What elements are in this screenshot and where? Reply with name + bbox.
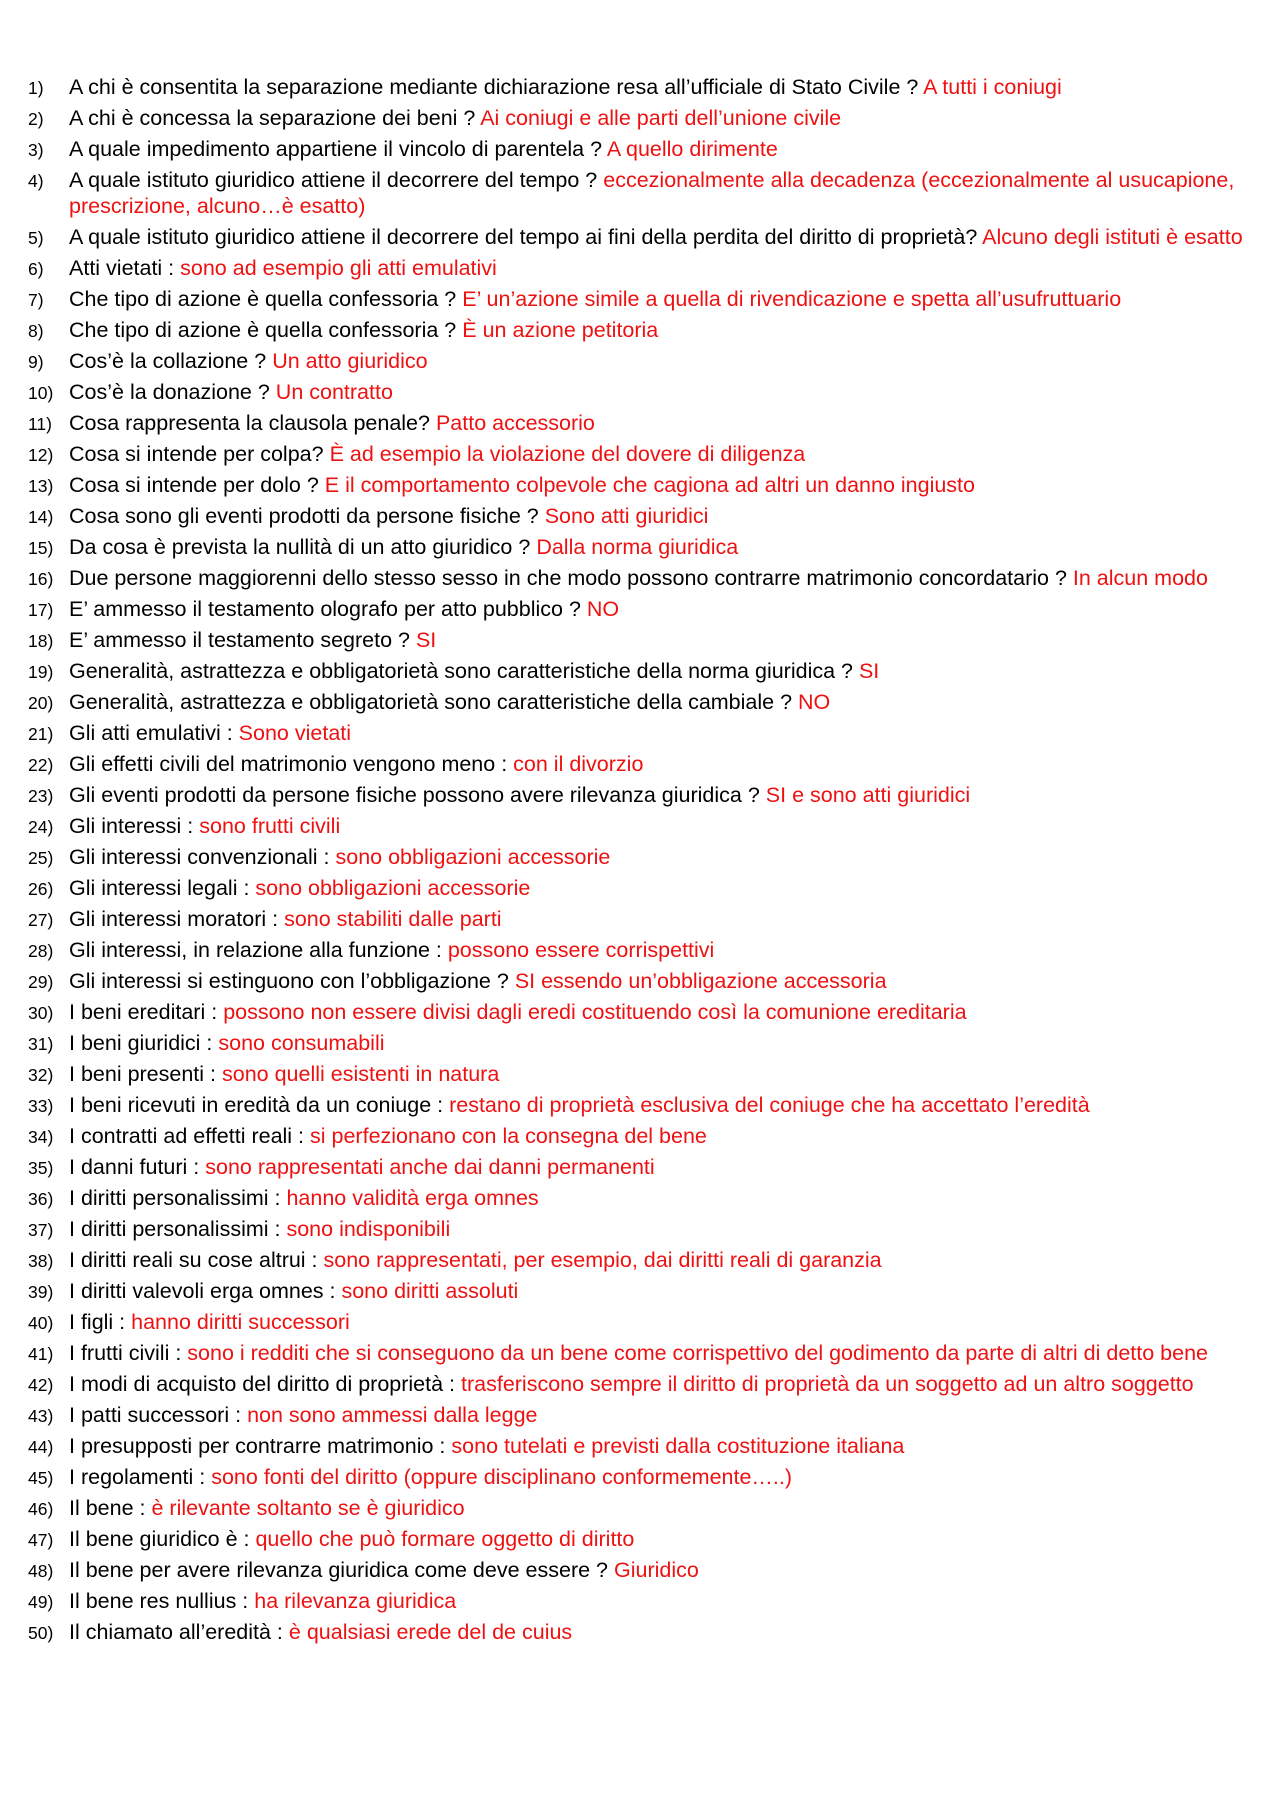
item-number: 18): [28, 631, 54, 651]
list-item: [28, 348, 1268, 374]
list-item: [28, 224, 1268, 250]
question-text: Il bene res nullius :: [69, 1589, 249, 1613]
list-item: [28, 1588, 1268, 1614]
list-item: [28, 1247, 1268, 1273]
item-number: 32): [28, 1065, 54, 1085]
list-item: [28, 968, 1268, 994]
list-item: [28, 658, 1268, 684]
answer-text: Patto accessorio: [435, 411, 595, 435]
list-item: [28, 1278, 1268, 1304]
answer-text: Sono atti giuridici: [544, 504, 709, 528]
question-text: I frutti civili :: [69, 1341, 182, 1365]
list-item: [28, 906, 1268, 932]
question-text: I regolamenti :: [69, 1465, 206, 1489]
answer-text: A tutti i coniugi: [923, 75, 1062, 99]
item-number: 44): [28, 1437, 54, 1457]
list-item: [28, 1619, 1268, 1645]
question-text: I presupposti per contrarre matrimonio :: [69, 1434, 446, 1458]
question-text: A quale impedimento appartiene il vincolo di parentela ?: [69, 137, 603, 161]
answer-text: È ad esempio la violazione del dovere di diligenza: [329, 442, 806, 466]
list-item: [28, 1495, 1268, 1521]
item-number: 31): [28, 1034, 54, 1054]
list-item: [28, 136, 1268, 162]
question-text: Il bene per avere rilevanza giuridica come deve essere ?: [69, 1558, 608, 1582]
item-number: 37): [28, 1220, 54, 1240]
answer-text: eccezionalmente alla decadenza (eccezionalmente al usucapione, prescrizione, alcuno…è esatto): [69, 168, 1235, 218]
answer-text: E’ un’azione simile a quella di rivendicazione e spetta all’usufruttuario: [462, 287, 1122, 311]
list-item: [28, 105, 1268, 131]
item-number: 28): [28, 941, 54, 961]
answer-text: si perfezionano con la consegna del bene: [310, 1124, 707, 1148]
list-item: [28, 286, 1268, 312]
question-text: I modi di acquisto del diritto di proprietà :: [69, 1372, 456, 1396]
item-number: 35): [28, 1158, 54, 1178]
question-text: I diritti reali su cose altrui :: [69, 1248, 318, 1272]
list-item: [28, 875, 1268, 901]
list-item: [28, 596, 1268, 622]
answer-text: In alcun modo: [1072, 566, 1208, 590]
item-number: 10): [28, 383, 54, 403]
question-text: Generalità, astrattezza e obbligatorietà sono caratteristiche della cambiale ?: [69, 690, 793, 714]
list-item: [28, 167, 1268, 219]
question-text: Il chiamato all’eredità :: [69, 1620, 283, 1644]
item-number: 3): [28, 140, 44, 160]
answer-text: Giuridico: [613, 1558, 699, 1582]
item-number: 47): [28, 1530, 54, 1550]
answer-text: quello che può formare oggetto di diritto: [255, 1527, 635, 1551]
question-text: Da cosa è prevista la nullità di un atto giuridico ?: [69, 535, 531, 559]
answer-text: sono obbligazioni accessorie: [255, 876, 531, 900]
question-text: Gli interessi legali :: [69, 876, 250, 900]
list-item: [28, 1185, 1268, 1211]
question-text: Gli eventi prodotti da persone fisiche possono avere rilevanza giuridica ?: [69, 783, 760, 807]
item-number: 27): [28, 910, 54, 930]
answer-text: Alcuno degli istituti è esatto: [982, 225, 1243, 249]
list-item: [28, 503, 1268, 529]
list-item: [28, 379, 1268, 405]
question-text: Cosa si intende per dolo ?: [69, 473, 319, 497]
item-number: 26): [28, 879, 54, 899]
question-text: Cosa si intende per colpa?: [69, 442, 324, 466]
list-item: [28, 1030, 1268, 1056]
item-number: 19): [28, 662, 54, 682]
answer-text: Un contratto: [275, 380, 393, 404]
list-item: [28, 472, 1268, 498]
answer-text: sono i redditi che si conseguono da un bene come corrispettivo del godimento da parte di altri di detto bene: [187, 1341, 1208, 1365]
question-text: Cos’è la collazione ?: [69, 349, 267, 373]
list-item: [28, 1154, 1268, 1180]
answer-text: SI essendo un’obbligazione accessoria: [514, 969, 887, 993]
list-item: [28, 813, 1268, 839]
question-text: A chi è consentita la separazione mediante dichiarazione resa all’ufficiale di Stato Civile ?: [69, 75, 919, 99]
answer-text: NO: [798, 690, 831, 714]
answer-text: è qualsiasi erede del de cuius: [288, 1620, 573, 1644]
question-text: Gli interessi convenzionali :: [69, 845, 330, 869]
question-text: Che tipo di azione è quella confessoria ?: [69, 318, 457, 342]
question-text: I beni presenti :: [69, 1062, 217, 1086]
list-item: [28, 720, 1268, 746]
list-item: [28, 1526, 1268, 1552]
item-number: 24): [28, 817, 54, 837]
answer-text: sono quelli esistenti in natura: [222, 1062, 500, 1086]
answer-text: sono ad esempio gli atti emulativi: [180, 256, 497, 280]
item-number: 2): [28, 109, 44, 129]
answer-text: Un atto giuridico: [272, 349, 428, 373]
question-text: E’ ammesso il testamento olografo per atto pubblico ?: [69, 597, 581, 621]
answer-text: Sono vietati: [238, 721, 352, 745]
item-number: 25): [28, 848, 54, 868]
answer-text: sono diritti assoluti: [341, 1279, 519, 1303]
answer-text: sono tutelati e previsti dalla costituzione italiana: [451, 1434, 905, 1458]
answer-text: restano di proprietà esclusiva del coniuge che ha accettato l’eredità: [449, 1093, 1090, 1117]
question-text: I diritti personalissimi :: [69, 1186, 281, 1210]
item-number: 5): [28, 228, 44, 248]
list-item: [28, 782, 1268, 808]
list-item: [28, 1464, 1268, 1490]
question-text: Generalità, astrattezza e obbligatorietà sono caratteristiche della norma giuridica ?: [69, 659, 853, 683]
question-text: Due persone maggiorenni dello stesso sesso in che modo possono contrarre matrimonio concordatario ?: [69, 566, 1067, 590]
item-number: 33): [28, 1096, 54, 1116]
answer-text: non sono ammessi dalla legge: [247, 1403, 538, 1427]
item-number: 50): [28, 1623, 54, 1643]
answer-text: Dalla norma giuridica: [536, 535, 739, 559]
list-item: [28, 1061, 1268, 1087]
item-number: 22): [28, 755, 54, 775]
list-item: [28, 1092, 1268, 1118]
list-item: [28, 255, 1268, 281]
item-number: 17): [28, 600, 54, 620]
list-item: [28, 534, 1268, 560]
item-number: 12): [28, 445, 54, 465]
question-text: Cosa sono gli eventi prodotti da persone fisiche ?: [69, 504, 539, 528]
answer-text: SI: [415, 628, 437, 652]
answer-text: con il divorzio: [513, 752, 644, 776]
question-text: Il bene :: [69, 1496, 146, 1520]
question-text: Cos’è la donazione ?: [69, 380, 270, 404]
question-text: I diritti personalissimi :: [69, 1217, 281, 1241]
question-text: I patti successori :: [69, 1403, 242, 1427]
question-text: Atti vietati :: [69, 256, 175, 280]
answer-text: NO: [586, 597, 620, 621]
answer-text: A quello dirimente: [606, 137, 778, 161]
question-text: Il bene giuridico è :: [69, 1527, 250, 1551]
answer-text: possono essere corrispettivi: [447, 938, 715, 962]
item-number: 39): [28, 1282, 54, 1302]
list-item: [28, 937, 1268, 963]
question-text: I beni giuridici :: [69, 1031, 213, 1055]
question-text: Gli atti emulativi :: [69, 721, 233, 745]
answer-text: sono frutti civili: [199, 814, 341, 838]
question-text: E’ ammesso il testamento segreto ?: [69, 628, 410, 652]
item-number: 8): [28, 321, 44, 341]
question-text: I beni ereditari :: [69, 1000, 218, 1024]
answer-text: ha rilevanza giuridica: [254, 1589, 457, 1613]
list-item: [28, 751, 1268, 777]
answer-text: hanno validità erga omnes: [286, 1186, 539, 1210]
item-number: 1): [28, 78, 44, 98]
item-number: 4): [28, 171, 44, 191]
question-text: I diritti valevoli erga omnes :: [69, 1279, 336, 1303]
list-item: [28, 1216, 1268, 1242]
answer-text: sono indisponibili: [286, 1217, 451, 1241]
answer-text: è rilevante soltanto se è giuridico: [151, 1496, 465, 1520]
question-text: Cosa rappresenta la clausola penale?: [69, 411, 430, 435]
item-number: 6): [28, 259, 44, 279]
list-item: [28, 317, 1268, 343]
item-number: 48): [28, 1561, 54, 1581]
list-item: [28, 1371, 1268, 1397]
item-number: 49): [28, 1592, 54, 1612]
item-number: 46): [28, 1499, 54, 1519]
list-item: [28, 410, 1268, 436]
list-item: [28, 1557, 1268, 1583]
question-text: Gli effetti civili del matrimonio vengono meno :: [69, 752, 508, 776]
item-number: 41): [28, 1344, 54, 1364]
item-number: 40): [28, 1313, 54, 1333]
question-text: Gli interessi moratori :: [69, 907, 279, 931]
item-number: 42): [28, 1375, 54, 1395]
answer-text: SI e sono atti giuridici: [765, 783, 971, 807]
list-item: [28, 1433, 1268, 1459]
answer-text: sono stabiliti dalle parti: [284, 907, 502, 931]
answer-text: SI: [858, 659, 880, 683]
question-text: Gli interessi :: [69, 814, 194, 838]
question-text: I beni ricevuti in eredità da un coniuge :: [69, 1093, 444, 1117]
answer-text: sono obbligazioni accessorie: [335, 845, 611, 869]
qa-list: [28, 74, 1268, 1650]
list-item: [28, 1309, 1268, 1335]
question-text: A chi è concessa la separazione dei beni ?: [69, 106, 476, 130]
answer-text: hanno diritti successori: [131, 1310, 350, 1334]
list-item: [28, 844, 1268, 870]
question-text: I figli :: [69, 1310, 126, 1334]
answer-text: sono rappresentati anche dai danni permanenti: [205, 1155, 655, 1179]
list-item: [28, 689, 1268, 715]
answer-text: possono non essere divisi dagli eredi costituendo così la comunione ereditaria: [223, 1000, 967, 1024]
list-item: [28, 74, 1268, 100]
question-text: I contratti ad effetti reali :: [69, 1124, 305, 1148]
list-item: [28, 1340, 1268, 1366]
item-number: 20): [28, 693, 54, 713]
item-number: 11): [28, 414, 52, 434]
item-number: 30): [28, 1003, 54, 1023]
list-item: [28, 999, 1268, 1025]
answer-text: Ai coniugi e alle parti dell’unione civile: [480, 106, 842, 130]
answer-text: sono consumabili: [218, 1031, 385, 1055]
answer-text: E il comportamento colpevole che cagiona ad altri un danno ingiusto: [324, 473, 975, 497]
answer-text: trasferiscono sempre il diritto di proprietà da un soggetto ad un altro soggetto: [461, 1372, 1194, 1396]
item-number: 45): [28, 1468, 54, 1488]
list-item: [28, 1123, 1268, 1149]
item-number: 14): [28, 507, 54, 527]
item-number: 38): [28, 1251, 54, 1271]
question-text: Gli interessi si estinguono con l’obbligazione ?: [69, 969, 509, 993]
question-text: Gli interessi, in relazione alla funzione :: [69, 938, 442, 962]
answer-text: sono rappresentati, per esempio, dai diritti reali di garanzia: [323, 1248, 882, 1272]
question-text: A quale istituto giuridico attiene il decorrere del tempo ?: [69, 168, 598, 192]
item-number: 36): [28, 1189, 54, 1209]
list-item: [28, 1402, 1268, 1428]
answer-text: sono fonti del diritto (oppure disciplinano conformemente…..): [211, 1465, 793, 1489]
answer-text: È un azione petitoria: [462, 318, 659, 342]
item-number: 23): [28, 786, 54, 806]
item-number: 43): [28, 1406, 54, 1426]
item-number: 21): [28, 724, 54, 744]
question-text: A quale istituto giuridico attiene il decorrere del tempo ai fini della perdita del diritto di proprietà?: [69, 225, 978, 249]
list-item: [28, 565, 1268, 591]
item-number: 7): [28, 290, 44, 310]
item-number: 9): [28, 352, 44, 372]
item-number: 15): [28, 538, 54, 558]
list-item: [28, 627, 1268, 653]
item-number: 34): [28, 1127, 54, 1147]
item-number: 13): [28, 476, 54, 496]
question-text: Che tipo di azione è quella confessoria ?: [69, 287, 457, 311]
item-number: 29): [28, 972, 54, 992]
list-item: [28, 441, 1268, 467]
question-text: I danni futuri :: [69, 1155, 200, 1179]
item-number: 16): [28, 569, 54, 589]
